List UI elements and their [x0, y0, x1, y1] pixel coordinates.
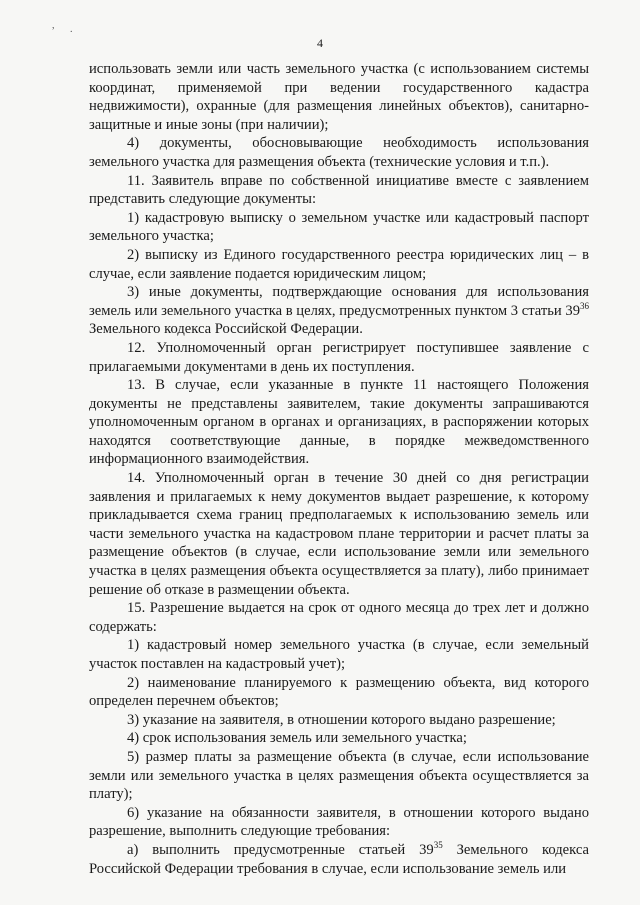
paragraph: 11. Заявитель вправе по собственной инициативе вместе с заявлением представить следующие документы:: [89, 172, 589, 208]
list-item: [89, 841, 589, 878]
list-item: 1) кадастровый номер земельного участка (в случае, если земельный участок поставлен на кадастровый учет);: [89, 637, 589, 672]
margin-mark: ,: [52, 20, 55, 31]
list-item: 6) указание на обязанности заявителя, в отношении которого выдано разрешение, выполнить следующие требования:: [89, 804, 589, 840]
paragraph: 14. Уполномоченный орган в течение 30 дней со дня регистрации заявления и прилагаемых к нему документов выдает разрешение, к которому прикладывается схема границ предполагаемых к использованию земель или части земельного участка на кадастровом плане территории и расчет платы за размещение объектов (в случае, если использование земли или земельного участка в целях размещения объекта осуществляется за плату), либо принимает решение об отказе в размещении объекта.: [89, 470, 589, 598]
paragraph: 12. Уполномоченный орган регистрирует поступившее заявление с прилагаемыми документами в день их поступления.: [89, 339, 589, 375]
document-body: [89, 60, 589, 878]
paragraph-text: 3) иные документы, подтверждающие основания для использования земель или земельного участка в целях, предусмотренных пунктом 3 статьи 39: [89, 284, 589, 319]
list-item: 2) наименование планируемого к размещению объекта, вид которого определен перечнем объектов;: [89, 674, 589, 710]
page-number: 4: [317, 36, 323, 50]
paragraph-text: Земельного кодекса Российской Федерации требования в случае, если использование земель или: [89, 841, 589, 877]
article-superscript: 36: [580, 300, 589, 311]
margin-mark: .: [70, 24, 73, 35]
article-superscript: 35: [433, 840, 443, 851]
list-item: 4) срок использования земель или земельного участка;: [127, 730, 467, 747]
list-item: 5) размер платы за размещение объекта (в случае, если использование земли или земельного участка в целях размещения объекта осуществляется за плату);: [89, 748, 589, 803]
paragraph: 4) документы, обосновывающие необходимость использования земельного участка для размещения объекта (технические условия и т.п.).: [89, 135, 589, 170]
list-item: 3) указание на заявителя, в отношении которого выдано разрешение;: [127, 711, 556, 728]
paragraph: 13. В случае, если указанные в пункте 11 настоящего Положения документы не представлены заявителем, такие документы запрашиваются уполномоченным органом в органах и организациях, в распоряжении которых находятся соответствующие данные, в порядке межведомственного информационного взаимодействия.: [89, 377, 589, 468]
paragraph: 15. Разрешение выдается на срок от одного месяца до трех лет и должно содержать:: [89, 600, 589, 635]
paragraph-text: Земельного кодекса Российской Федерации.: [89, 321, 363, 338]
paragraph: [89, 283, 589, 339]
paragraph: 2) выписку из Единого государственного реестра юридических лиц – в случае, если заявление подается юридическим лицом;: [89, 246, 589, 282]
paragraph: использовать земли или часть земельного участка (с использованием системы координат, применяемой при ведении государственного кадастра недвижимости), охранные (для размещения линейных объектов), санитарно-защитные и иные зоны (при наличии);: [89, 61, 589, 133]
paragraph-text: а) выполнить предусмотренные статьей 39: [127, 841, 434, 858]
paragraph: 1) кадастровую выписку о земельном участке или кадастровый паспорт земельного участка;: [89, 209, 589, 245]
